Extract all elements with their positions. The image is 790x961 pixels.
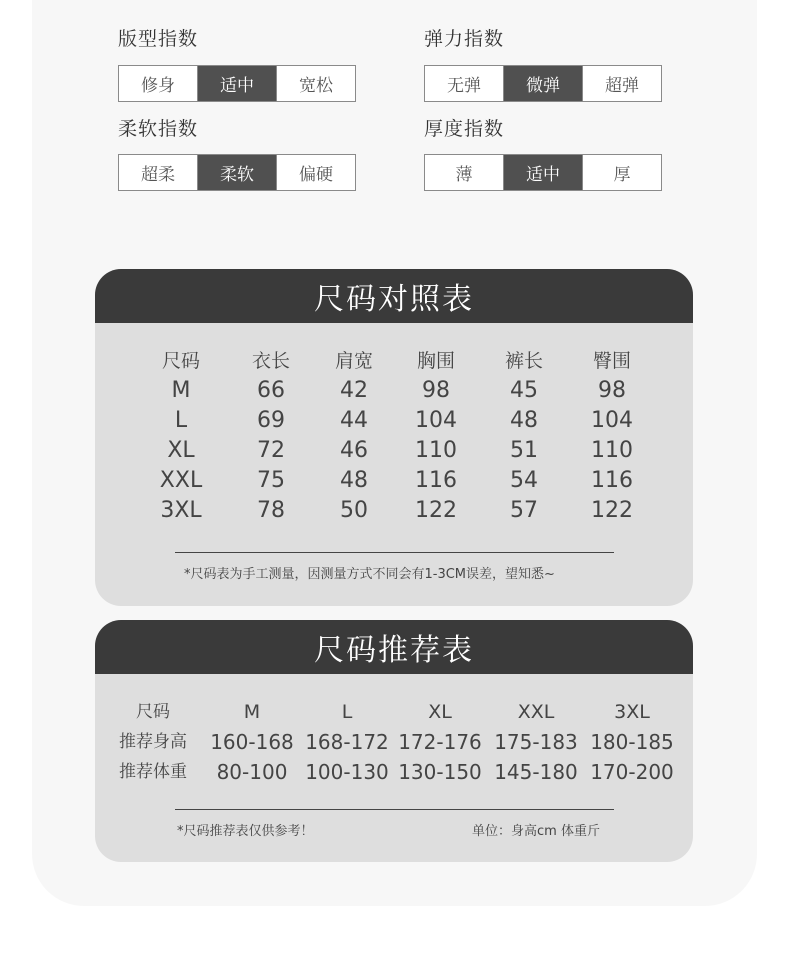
fit-option[interactable]: 修身: [119, 66, 198, 101]
table-row: [95, 757, 693, 787]
table-cell: 54: [510, 468, 538, 493]
table-cell: 98: [598, 378, 626, 403]
table-row: [95, 496, 693, 526]
table-cell: 3XL: [160, 498, 202, 523]
table-cell: 104: [415, 408, 457, 433]
table-cell: 51: [510, 438, 538, 463]
column-header: 3XL: [614, 701, 650, 723]
table-cell: 44: [340, 408, 368, 433]
table-cell: 72: [257, 438, 285, 463]
elasticity-index-options: [424, 65, 662, 102]
table-cell: 175-183: [494, 730, 578, 754]
unit-note: 单位：身高cm 体重斤: [472, 824, 600, 839]
table-cell: 46: [340, 438, 368, 463]
table-cell: 168-172: [305, 730, 389, 754]
column-header: L: [341, 701, 353, 723]
table-cell: 104: [591, 408, 633, 433]
thickness-index: [424, 117, 662, 191]
table-header-row: [95, 346, 693, 376]
table-cell: 172-176: [398, 730, 482, 754]
thickness-option[interactable]: 厚: [613, 165, 631, 185]
elasticity-option[interactable]: 微弹: [504, 66, 583, 101]
elasticity-index: [424, 27, 662, 102]
table-cell: XL: [167, 438, 195, 463]
column-header: 尺码: [161, 350, 200, 372]
fit-index: [118, 27, 356, 102]
fit-index-options: [118, 65, 356, 102]
size-chart-card: [95, 269, 693, 606]
divider: [175, 809, 614, 810]
table-cell: 130-150: [398, 760, 482, 784]
table-row: [95, 406, 693, 436]
row-label: 推荐身高: [119, 732, 187, 752]
elasticity-option[interactable]: 无弹: [425, 66, 504, 101]
table-cell: 116: [591, 468, 633, 493]
table-cell: 180-185: [590, 730, 674, 754]
fit-index-title: 版型指数: [118, 28, 199, 50]
table-cell: 110: [591, 438, 633, 463]
table-row: [95, 376, 693, 406]
column-header: 胸围: [416, 350, 455, 372]
table-cell: 122: [591, 498, 633, 523]
size-chart-title: 尺码对照表: [95, 269, 693, 323]
column-header: 尺码: [136, 702, 170, 722]
table-cell: 50: [340, 498, 368, 523]
recommend-chart-card: [95, 620, 693, 862]
table-cell: 57: [510, 498, 538, 523]
table-cell: 45: [510, 378, 538, 403]
table-cell: 75: [257, 468, 285, 493]
softness-option[interactable]: 超柔: [119, 155, 198, 190]
column-header: M: [243, 701, 261, 723]
fit-option[interactable]: 宽松: [299, 76, 333, 96]
table-cell: 170-200: [590, 760, 674, 784]
table-cell: 100-130: [305, 760, 389, 784]
table-cell: 66: [257, 378, 285, 403]
thickness-option[interactable]: 适中: [504, 155, 583, 190]
column-header: 裤长: [504, 350, 543, 372]
table-cell: XXL: [159, 468, 203, 493]
fit-option[interactable]: 适中: [198, 66, 277, 101]
table-cell: 110: [415, 438, 457, 463]
table-row: [95, 466, 693, 496]
table-cell: L: [174, 408, 188, 433]
recommend-chart-note: *尺码推荐表仅供参考！: [177, 824, 314, 839]
column-header: 肩宽: [334, 350, 373, 372]
softness-option[interactable]: 偏硬: [299, 165, 333, 185]
column-header: XL: [428, 701, 452, 723]
table-header-row: [95, 697, 693, 727]
elasticity-index-title: 弹力指数: [424, 28, 505, 50]
table-cell: 69: [257, 408, 285, 433]
thickness-index-options: [424, 154, 662, 191]
table-cell: 48: [510, 408, 538, 433]
thickness-option[interactable]: 薄: [425, 155, 504, 190]
softness-index: [118, 117, 356, 191]
table-cell: 160-168: [210, 730, 294, 754]
table-cell: 42: [340, 378, 368, 403]
softness-index-title: 柔软指数: [118, 118, 199, 140]
table-cell: 48: [340, 468, 368, 493]
table-cell: M: [171, 378, 191, 403]
column-header: 衣长: [251, 350, 290, 372]
table-cell: 145-180: [494, 760, 578, 784]
table-cell: 122: [415, 498, 457, 523]
softness-option[interactable]: 柔软: [198, 155, 277, 190]
column-header: XXL: [517, 701, 555, 723]
recommend-chart-title: 尺码推荐表: [95, 620, 693, 674]
softness-index-options: [118, 154, 356, 191]
table-cell: 116: [415, 468, 457, 493]
thickness-index-title: 厚度指数: [424, 118, 505, 140]
row-label: 推荐体重: [119, 762, 187, 782]
size-chart-note: *尺码表为手工测量，因测量方式不同会有1-3CM误差，望知悉~: [184, 567, 555, 582]
table-cell: 78: [257, 498, 285, 523]
column-header: 臀围: [592, 350, 631, 372]
table-row: [95, 727, 693, 757]
table-cell: 80-100: [216, 760, 288, 784]
table-cell: 98: [422, 378, 450, 403]
divider: [175, 552, 614, 553]
elasticity-option[interactable]: 超弹: [605, 76, 639, 96]
table-row: [95, 436, 693, 466]
